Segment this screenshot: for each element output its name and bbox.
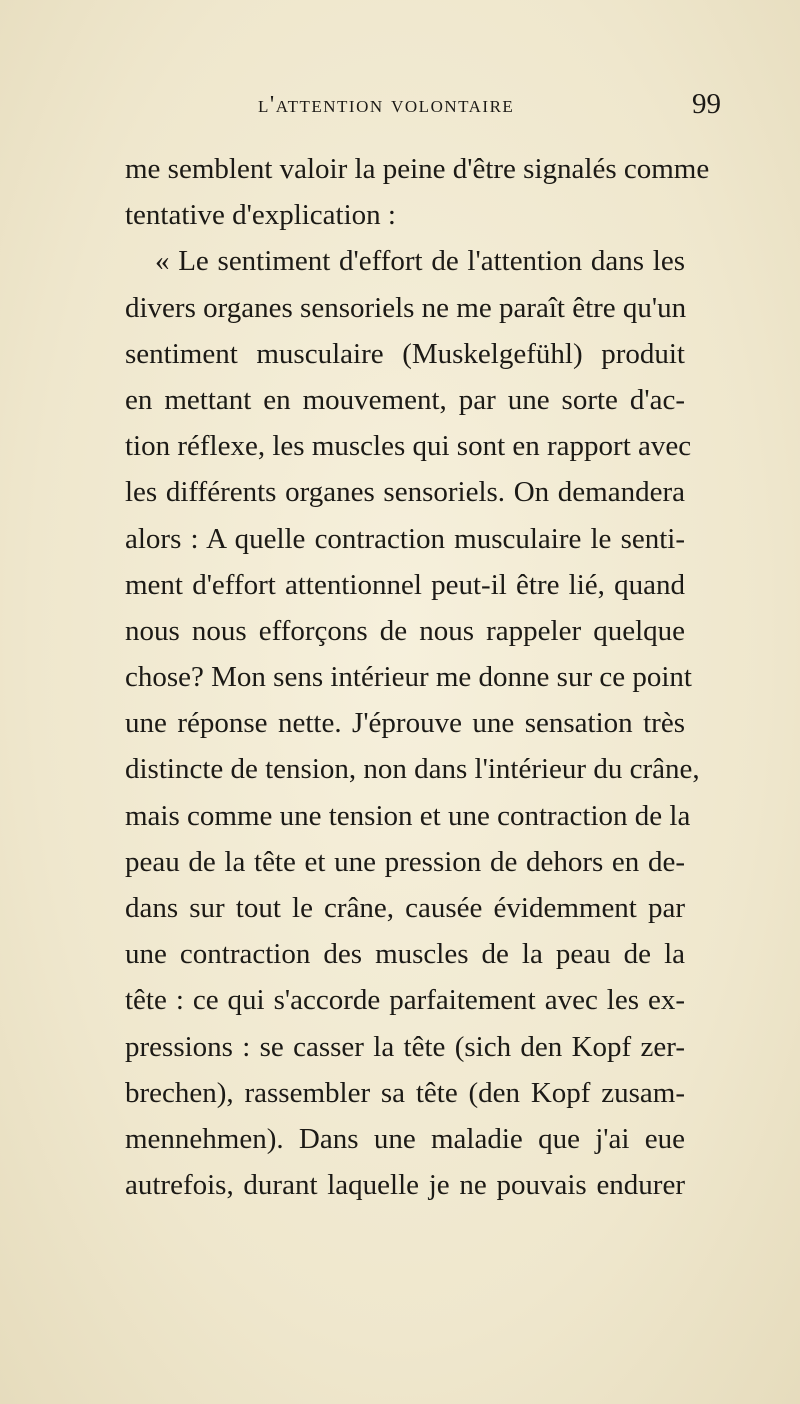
text-line: dans sur tout le crâne, causée évidemment par <box>125 892 685 924</box>
text-line: tête : ce qui s'accorde parfaitement avec les ex- <box>125 984 685 1017</box>
text-line: ment d'effort attentionnel peut-il être lié, quand <box>125 568 685 601</box>
text-line: mais comme une tension et une contraction de la <box>125 799 691 832</box>
text-line: « Le sentiment d'effort de l'attention dans les <box>155 245 685 278</box>
text-line: nous nous efforçons de nous rappeler quelque <box>125 614 685 647</box>
text-line: pressions : se casser la tête (sich den Kopf zer- <box>125 1030 685 1063</box>
text-line: une contraction des muscles de la peau de la <box>125 938 685 971</box>
page-number: 99 <box>692 88 721 120</box>
text-line: alors : A quelle contraction musculaire le senti- <box>125 522 685 555</box>
text-line: une réponse nette. J'éprouve une sensation très <box>125 707 685 740</box>
body-text <box>125 146 710 1208</box>
text-line: distincte de tension, non dans l'intérieur du crâne, <box>125 753 700 786</box>
text-line: divers organes sensoriels ne me paraît être qu'un <box>125 291 687 324</box>
text-line: brechen), rassembler sa tête (den Kopf zusam- <box>125 1076 685 1109</box>
text-line: les différents organes sensoriels. On demandera <box>125 476 685 509</box>
text-line: autrefois, durant laquelle je ne pouvais endurer <box>125 1169 685 1202</box>
page-header <box>0 88 800 132</box>
text-line: chose? Mon sens intérieur me donne sur ce point <box>125 661 692 694</box>
text-line: mennehmen). Dans une maladie que j'ai eue <box>125 1122 685 1155</box>
text-line: en mettant en mouvement, par une sorte d'ac- <box>125 383 685 416</box>
text-line: peau de la tête et une pression de dehors en de- <box>125 845 685 878</box>
text-line: tion réflexe, les muscles qui sont en rapport avec <box>125 430 692 463</box>
running-title: l'attention volontaire <box>258 92 515 118</box>
text-line: me semblent valoir la peine d'être signalés comme <box>125 153 710 185</box>
text-line: tentative d'explication : <box>125 199 396 232</box>
text-line: sentiment musculaire (Muskelgefühl) produit <box>125 337 685 370</box>
